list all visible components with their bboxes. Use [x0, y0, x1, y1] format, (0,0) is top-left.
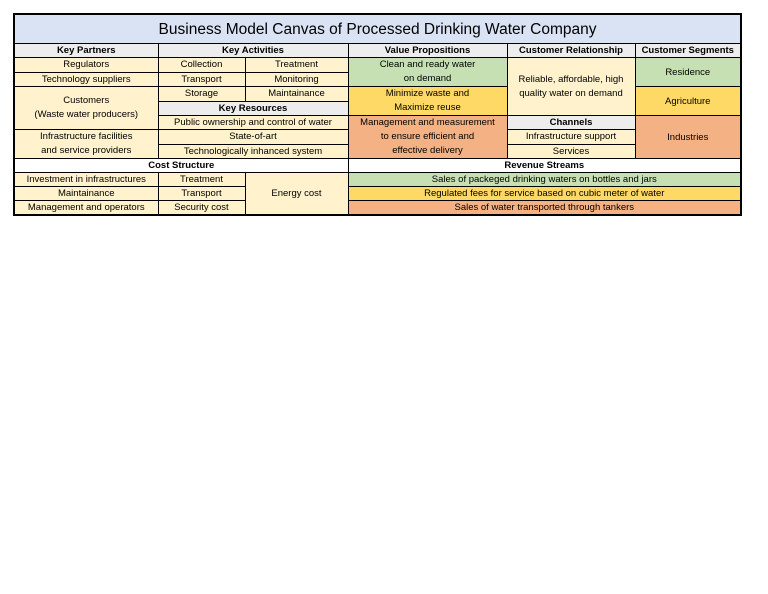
activity-treatment: Treatment: [245, 58, 348, 73]
header-channels: Channels: [507, 116, 635, 130]
header-key-partners: Key Partners: [14, 44, 158, 58]
cost-treatment: Treatment: [158, 173, 245, 187]
partner-regulators: Regulators: [14, 58, 158, 73]
cost-security: Security cost: [158, 201, 245, 216]
customer-relationship-cell: [507, 58, 635, 116]
revenue-fees: Regulated fees for service based on cubic meter of water: [348, 187, 741, 201]
resource-public-ownership: Public ownership and control of water: [158, 116, 348, 130]
value-management-line1: Management and measurement: [360, 117, 495, 128]
cost-transport: Transport: [158, 187, 245, 201]
cost-maintainance: Maintainance: [14, 187, 158, 201]
value-management-line3: effective delivery: [392, 145, 463, 156]
cost-investment: Investment in infrastructures: [14, 173, 158, 187]
header-cost-structure: Cost Structure: [14, 159, 348, 173]
activity-storage: Storage: [158, 87, 245, 102]
cost-energy: Energy cost: [245, 173, 348, 216]
partner-infrastructure-line2: and service providers: [41, 145, 132, 156]
segment-residence: Residence: [635, 58, 741, 87]
resource-state-of-art: State-of-art: [158, 130, 348, 145]
partner-customers-line1: Customers: [63, 95, 110, 106]
partner-technology-suppliers: Technology suppliers: [14, 72, 158, 87]
canvas-title: Business Model Canvas of Processed Drinking Water Company: [14, 14, 741, 44]
value-minimize-line1: Minimize waste and: [385, 88, 470, 99]
revenue-tankers: Sales of water transported through tankers: [348, 201, 741, 216]
value-clean-water-line1: Clean and ready water: [379, 59, 476, 70]
header-key-resources: Key Resources: [158, 101, 348, 116]
value-minimize-line2: Maximize reuse: [394, 102, 461, 113]
header-revenue-streams: Revenue Streams: [348, 159, 741, 173]
value-minimize-waste: [348, 87, 507, 116]
header-value-propositions: Value Propositions: [348, 44, 507, 58]
partner-customers: [14, 87, 158, 130]
value-management-line2: to ensure efficient and: [380, 131, 475, 142]
activity-transport: Transport: [158, 72, 245, 87]
cost-management: Management and operators: [14, 201, 158, 216]
value-management: [348, 116, 507, 159]
header-customer-relationship: Customer Relationship: [507, 44, 635, 58]
relationship-line2: quality water on demand: [519, 87, 623, 99]
partner-infrastructure-line1: Infrastructure facilities: [40, 131, 133, 142]
revenue-bottles: Sales of packeged drinking waters on bottles and jars: [348, 173, 741, 187]
header-customer-segments: Customer Segments: [635, 44, 741, 58]
segment-agriculture: Agriculture: [635, 87, 741, 116]
partner-infrastructure: [14, 130, 158, 159]
activity-maintainance: Maintainance: [245, 87, 348, 102]
segment-industries: Industries: [635, 116, 741, 159]
partner-customers-line2: (Waste water producers): [34, 109, 139, 120]
value-clean-water: [348, 58, 507, 87]
activity-monitoring: Monitoring: [245, 72, 348, 87]
activity-collection: Collection: [158, 58, 245, 73]
relationship-line1: Reliable, affordable, high: [518, 73, 624, 85]
channel-infrastructure-support: Infrastructure support: [507, 130, 635, 145]
header-key-activities: Key Activities: [158, 44, 348, 58]
channel-services: Services: [507, 144, 635, 159]
business-model-canvas-table: [13, 13, 742, 216]
resource-tech-system: Technologically inhanced system: [158, 144, 348, 159]
value-clean-water-line2: on demand: [403, 73, 452, 84]
